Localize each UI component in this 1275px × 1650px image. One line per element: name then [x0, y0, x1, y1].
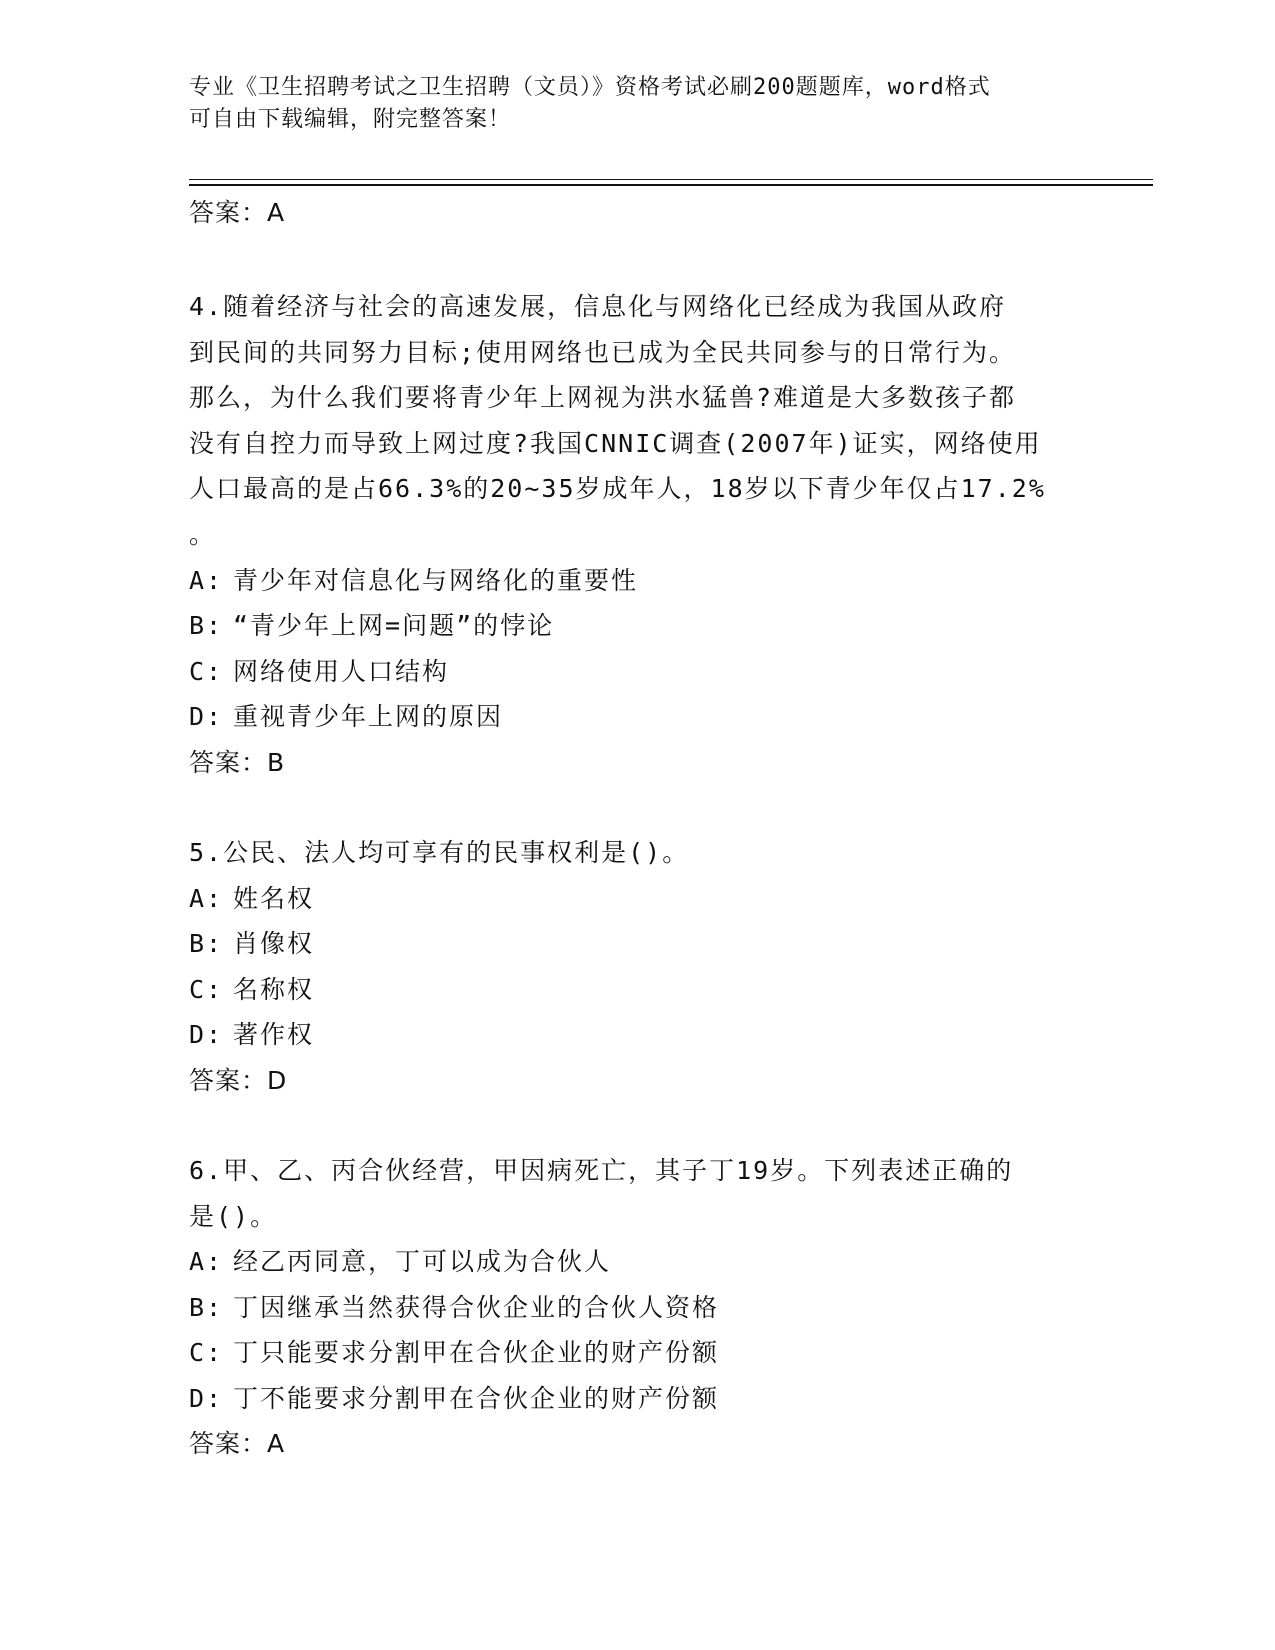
- option-key: A:: [189, 1247, 224, 1277]
- option-text: 丁不能要求分割甲在合伙企业的财产份额: [233, 1383, 720, 1413]
- question-block: [189, 284, 1089, 786]
- stem-line: 那么，为什么我们要将青少年上网视为洪水猛兽?难道是大多数孩子都: [189, 383, 1017, 413]
- option-key: B:: [189, 929, 224, 959]
- header-rule-thick: [189, 184, 1153, 186]
- option-text: 丁只能要求分割甲在合伙企业的财产份额: [233, 1338, 720, 1368]
- option-c: [189, 1330, 1089, 1376]
- option-a: [189, 558, 1089, 604]
- question-block: [189, 830, 1089, 1104]
- question-stem: [189, 830, 1089, 876]
- stem-line: 是()。: [189, 1201, 278, 1231]
- option-key: A:: [189, 883, 224, 913]
- option-text: “青少年上网=问题”的悖论: [233, 611, 555, 641]
- stem-line: 5.公民、法人均可享有的民事权利是()。: [189, 837, 690, 867]
- answer-line: 答案：B: [189, 747, 286, 777]
- option-key: D:: [189, 1020, 224, 1050]
- option-text: 姓名权: [233, 883, 315, 913]
- option-key: C:: [189, 974, 224, 1004]
- option-a: [189, 876, 1089, 922]
- option-key: B:: [189, 1292, 224, 1322]
- option-d: [189, 1376, 1089, 1422]
- option-b: [189, 603, 1089, 649]
- document-header: [189, 72, 1089, 136]
- option-text: 丁因继承当然获得合伙企业的合伙人资格: [233, 1292, 720, 1322]
- option-text: 名称权: [233, 974, 315, 1004]
- answer-line: 答案：D: [189, 1065, 288, 1095]
- question-stem: [189, 1148, 1089, 1239]
- option-a: [189, 1239, 1089, 1285]
- stem-line: 没有自控力而导致上网过度?我国CNNIC调查(2007年)证实，网络使用: [189, 428, 1042, 458]
- option-key: C:: [189, 656, 224, 686]
- question-stem: [189, 284, 1089, 558]
- option-text: 重视青少年上网的原因: [233, 702, 504, 732]
- option-text: 肖像权: [233, 929, 315, 959]
- stem-line: 4.随着经济与社会的高速发展，信息化与网络化已经成为我国从政府: [189, 292, 1007, 321]
- option-key: A:: [189, 565, 224, 595]
- stem-line: 人口最高的是占66.3%的20~35岁成年人，18岁以下青少年仅占17.2%: [189, 474, 1046, 504]
- option-text: 网络使用人口结构: [233, 656, 450, 686]
- option-text: 青少年对信息化与网络化的重要性: [233, 565, 639, 595]
- header-rule-thin: [189, 179, 1153, 180]
- option-key: B:: [189, 611, 224, 641]
- stem-line: 6.甲、乙、丙合伙经营，甲因病死亡，其子丁19岁。下列表述正确的: [189, 1155, 1014, 1185]
- option-key: D:: [189, 702, 224, 732]
- stem-line: 到民间的共同努力目标;使用网络也已成为全民共同参与的日常行为。: [189, 337, 1017, 367]
- header-line-1: 专业《卫生招聘考试之卫生招聘（文员）》资格考试必刷200题题库，word格式: [189, 75, 991, 100]
- answer-line: 答案：A: [189, 1429, 286, 1459]
- option-text: 经乙丙同意，丁可以成为合伙人: [233, 1247, 612, 1277]
- option-b: [189, 921, 1089, 967]
- option-d: [189, 694, 1089, 740]
- answer-line: 答案：A: [189, 198, 286, 227]
- option-d: [189, 1012, 1089, 1058]
- question-block: [189, 1148, 1089, 1468]
- option-c: [189, 967, 1089, 1013]
- question-list: [189, 190, 1089, 1467]
- option-c: [189, 649, 1089, 695]
- option-key: D:: [189, 1383, 224, 1413]
- header-line-2: 可自由下载编辑，附完整答案！: [189, 107, 512, 132]
- option-key: C:: [189, 1338, 224, 1368]
- option-b: [189, 1285, 1089, 1331]
- option-text: 著作权: [233, 1020, 315, 1050]
- stem-line: 。: [189, 519, 217, 549]
